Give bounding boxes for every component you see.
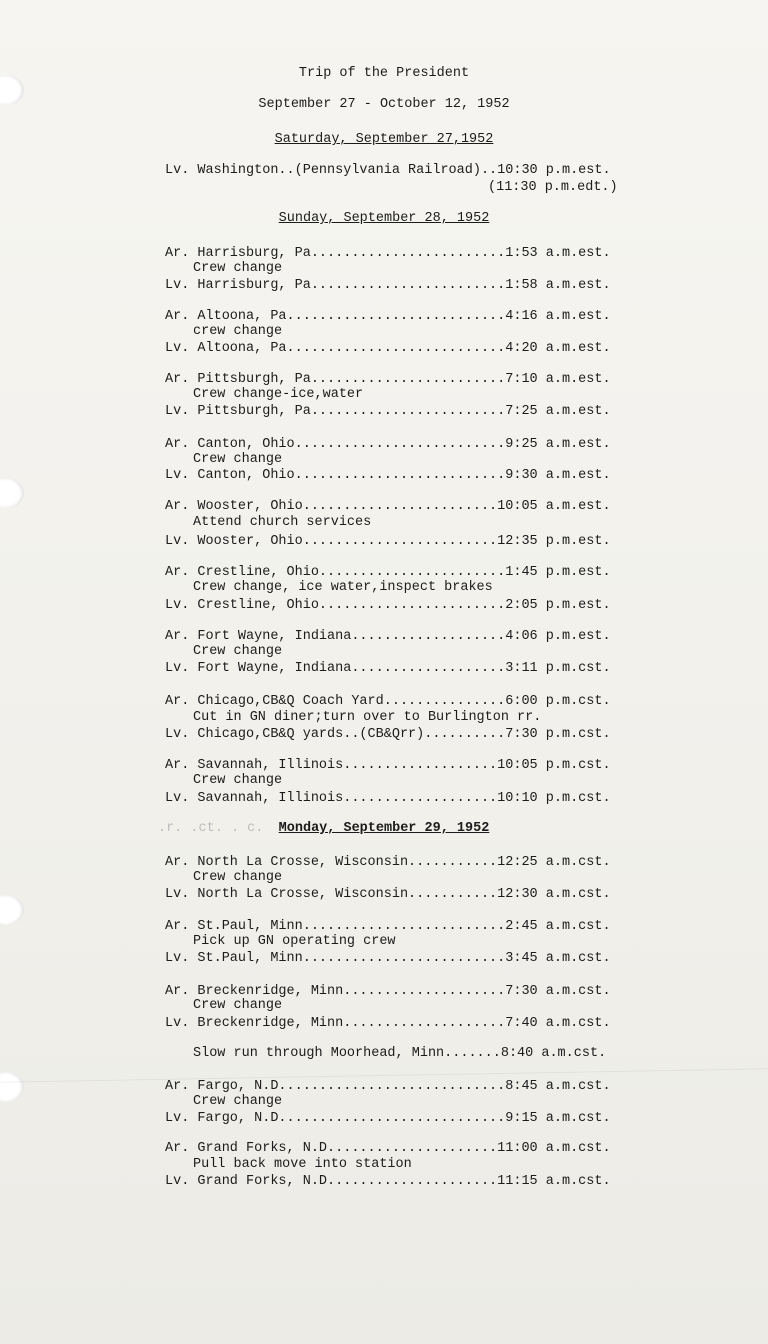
document-title: Trip of the President (298, 66, 470, 81)
schedule-line: Ar. Fargo, N.D............................8:45 a.m.cst. (165, 1079, 611, 1094)
schedule-line: Lv. Fargo, N.D............................9:15 a.m.cst. (165, 1111, 611, 1126)
schedule-line: Ar. Altoona, Pa...........................4:16 a.m.est. (165, 309, 611, 324)
schedule-line: Lv. North La Crosse, Wisconsin...........12:30 a.m.cst. (165, 887, 611, 902)
schedule-note: Crew change (193, 261, 283, 276)
schedule-line: Ar. Fort Wayne, Indiana...................4:06 p.m.est. (165, 629, 611, 644)
schedule-note: Crew change (193, 998, 283, 1013)
faded-overstrike: .r. .ct. . c. (158, 821, 264, 836)
schedule-line: Ar. Grand Forks, N.D.....................11:00 a.m.cst. (165, 1141, 611, 1156)
schedule-line: (11:30 p.m.edt.) (488, 180, 618, 195)
schedule-note: Attend church services (193, 515, 372, 530)
schedule-line: Ar. Savannah, Illinois...................10:05 p.m.cst. (165, 758, 611, 773)
schedule-line: Lv. Crestline, Ohio.......................2:05 p.m.est. (165, 598, 611, 613)
schedule-line: Ar. North La Crosse, Wisconsin...........12:25 a.m.cst. (165, 855, 611, 870)
schedule-line: Ar. Wooster, Ohio........................10:05 a.m.est. (165, 499, 611, 514)
schedule-line: Ar. St.Paul, Minn.........................2:45 a.m.cst. (165, 919, 611, 934)
schedule-line: Lv. Breckenridge, Minn....................7:40 a.m.cst. (165, 1016, 611, 1031)
schedule-note: Crew change (193, 644, 283, 659)
schedule-note: Crew change-ice,water (193, 387, 364, 402)
punch-hole (0, 478, 24, 508)
schedule-note: Crew change (193, 870, 283, 885)
schedule-note: crew change (193, 324, 283, 339)
date-range: September 27 - October 12, 1952 (258, 97, 510, 112)
schedule-line: Ar. Canton, Ohio..........................9:25 a.m.est. (165, 437, 611, 452)
schedule-line: Lv. Chicago,CB&Q yards..(CB&Qrr)..........7:30 p.m.cst. (165, 727, 611, 742)
schedule-line: Ar. Pittsburgh, Pa........................7:10 a.m.est. (165, 372, 611, 387)
punch-hole (0, 1072, 24, 1102)
day-heading-monday: .r. .ct. . c. Monday, September 29, 1952 (158, 821, 490, 836)
schedule-line: Lv. St.Paul, Minn.........................3:45 a.m.cst. (165, 951, 611, 966)
schedule-line: Ar. Crestline, Ohio.......................1:45 p.m.est. (165, 565, 611, 580)
day-heading-saturday: Saturday, September 27,1952 (274, 132, 494, 147)
schedule-note: Crew change (193, 452, 283, 467)
schedule-line: Lv. Harrisburg, Pa........................1:58 a.m.est. (165, 278, 611, 293)
schedule-line: Lv. Savannah, Illinois...................10:10 p.m.cst. (165, 791, 611, 806)
schedule-line: Lv. Grand Forks, N.D.....................11:15 a.m.cst. (165, 1174, 611, 1189)
schedule-line: Lv. Washington..(Pennsylvania Railroad)..10:30 p.m.est. (165, 163, 611, 178)
schedule-note: Crew change (193, 773, 283, 788)
schedule-line: Ar. Harrisburg, Pa........................1:53 a.m.est. (165, 246, 611, 261)
schedule-line: Lv. Canton, Ohio..........................9:30 a.m.est. (165, 468, 611, 483)
schedule-line: Ar. Breckenridge, Minn....................7:30 a.m.cst. (165, 984, 611, 999)
schedule-note: Cut in GN diner;turn over to Burlington rr. (193, 710, 542, 725)
schedule-note: Pick up GN operating crew (193, 934, 396, 949)
schedule-line: Lv. Fort Wayne, Indiana...................3:11 p.m.cst. (165, 661, 611, 676)
day-heading-sunday: Sunday, September 28, 1952 (278, 211, 490, 226)
schedule-line: Lv. Pittsburgh, Pa........................7:25 a.m.est. (165, 404, 611, 419)
schedule-line: Lv. Wooster, Ohio........................12:35 p.m.est. (165, 534, 611, 549)
schedule-note: Pull back move into station (193, 1157, 412, 1172)
schedule-line: Ar. Chicago,CB&Q Coach Yard...............6:00 p.m.cst. (165, 694, 611, 709)
schedule-line: Lv. Altoona, Pa...........................4:20 a.m.est. (165, 341, 611, 356)
punch-hole (0, 895, 24, 925)
schedule-note: Slow run through Moorhead, Minn.......8:40 a.m.cst. (193, 1046, 607, 1061)
schedule-note: Crew change, ice water,inspect brakes (193, 580, 493, 595)
schedule-note: Crew change (193, 1094, 283, 1109)
